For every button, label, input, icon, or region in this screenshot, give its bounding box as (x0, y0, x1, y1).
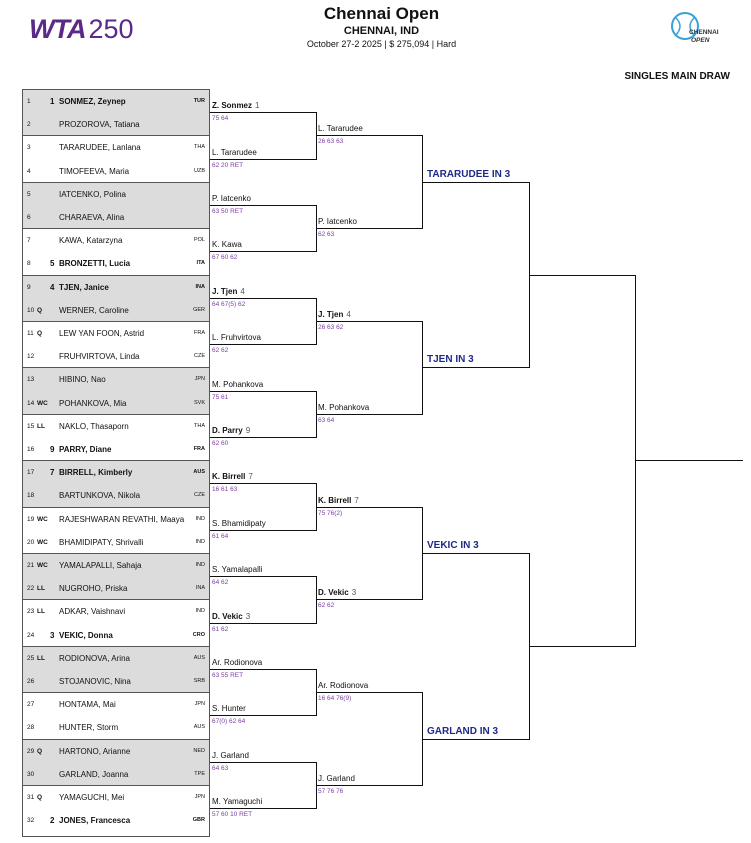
player-country: NED (193, 747, 205, 754)
seed-number: 9 (50, 445, 55, 454)
bracket-line (316, 414, 422, 415)
position-number: 17 (27, 469, 35, 477)
round3-player-name: P. Iatcenko (318, 217, 357, 227)
player-name: RODIONOVA, Arina (59, 653, 130, 663)
bracket-line (210, 715, 316, 716)
round3-player-name: J. Garland (318, 774, 355, 783)
position-number: 11 (27, 330, 34, 337)
round3-player-name: Ar. Rodionova (318, 681, 369, 691)
round3-score: 16 64 76(9) (318, 695, 352, 703)
player-name: NUGROHO, Priska (59, 584, 128, 594)
round2-score: 75 64 (212, 115, 229, 123)
position-number: 10 (27, 306, 35, 314)
player-country: THA (194, 144, 205, 151)
player-country: ITA (196, 260, 205, 267)
player-name: VEKIC, Donna (59, 630, 113, 640)
player-country: AUS (193, 469, 205, 476)
bracket-line (210, 530, 316, 531)
entry-type: LL (37, 608, 45, 616)
bracket-line (422, 553, 529, 554)
player-name: FRUHVIRTOVA, Linda (59, 352, 140, 362)
bracket-line (316, 692, 422, 693)
seed-number: 2 (50, 816, 55, 826)
round2-score: 57 60 10 RET (212, 811, 253, 819)
player-name: PARRY, Diane (59, 445, 112, 454)
player-country: GER (193, 306, 205, 313)
player-country: SVK (193, 399, 205, 406)
player-name: BHAMIDIPATY, Shrivalli (59, 537, 144, 547)
player-country: INA (195, 585, 205, 592)
player-country: GBR (192, 817, 205, 824)
player-country: IND (195, 608, 205, 615)
quarterfinal-result: TARARUDEE IN 3 (427, 168, 511, 180)
round2-score: 67(0) 62 64 (212, 718, 246, 726)
wta-tier: 250 (88, 14, 134, 44)
bracket-line (210, 391, 316, 392)
player-name: ADKAR, Vaishnavi (59, 607, 126, 617)
round2-score: 61 64 (212, 532, 229, 540)
player-name: HUNTER, Storm (59, 723, 119, 733)
round2-player-name: L. Tararudee (212, 147, 257, 157)
round3-player-name: L. Tararudee (318, 124, 363, 134)
bracket-line (210, 669, 316, 670)
round2-player-seed: 7 (248, 472, 253, 482)
position-number: 15 (27, 422, 35, 430)
player-country: TUR (193, 98, 205, 104)
player-name: HIBINO, Nao (59, 375, 106, 385)
player-name: HONTAMA, Mai (59, 700, 116, 710)
round3-score: 62 62 (318, 602, 335, 610)
tournament-info: October 27-2 2025 | $ 275,094 | Hard (306, 39, 457, 49)
position-number: 24 (27, 631, 35, 639)
position-number: 7 (27, 237, 31, 245)
position-number: 30 (27, 770, 35, 778)
player-name: YAMALAPALLI, Sahaja (59, 561, 142, 570)
position-number: 3 (27, 144, 31, 152)
round3-score: 26 63 62 (318, 324, 344, 331)
seed-number: 3 (50, 630, 55, 640)
bracket-line (210, 623, 316, 624)
player-country: IND (195, 515, 205, 522)
logo-text-line1: CHENNAI (689, 29, 719, 36)
position-number: 23 (27, 608, 35, 616)
round2-player-seed: 4 (240, 286, 245, 296)
round2-score: 62 60 (212, 440, 229, 447)
position-number: 2 (27, 121, 31, 129)
round2-score: 64 63 (212, 764, 229, 772)
round2-player-name: M. Yamaguchi (212, 797, 263, 807)
round2-player-name: J. Tjen 4 (212, 286, 245, 296)
round2-player-name: L. Fruhvirtova (212, 333, 261, 343)
round2-score: 75 61 (212, 393, 229, 401)
player-country: FRA (194, 330, 205, 336)
player-name: BARTUNKOVA, Nikola (59, 491, 141, 501)
bracket-line (210, 112, 316, 113)
round3-score: 75 76(2) (318, 509, 343, 517)
position-number: 12 (27, 353, 35, 361)
position-number: 5 (27, 190, 31, 198)
position-number: 20 (27, 538, 35, 546)
round3-player-name: D. Vekic 3 (318, 588, 357, 598)
round2-player-seed: 9 (245, 426, 251, 435)
entry-type: Q (37, 306, 43, 314)
quarterfinal-result: VEKIC IN 3 (427, 540, 479, 551)
seed-number: 5 (50, 259, 55, 269)
bracket-line (210, 205, 316, 206)
round2-player-name: D. Parry 9 (212, 426, 251, 435)
round3-score: 26 63 63 (318, 138, 344, 146)
player-country: CZE (194, 492, 205, 499)
position-number: 22 (27, 585, 35, 593)
bracket-line (210, 344, 316, 345)
round2-score: 64 62 (212, 579, 229, 587)
player-name: RAJESHWARAN REVATHI, Maaya (59, 514, 185, 524)
position-number: 4 (27, 167, 31, 175)
round2-score: 64 67(5) 62 (212, 300, 246, 308)
entry-type: LL (37, 585, 45, 593)
bracket-line (210, 251, 316, 252)
bracket-line (422, 182, 529, 183)
player-country: INA (195, 283, 205, 290)
draw-label: SINGLES MAIN DRAW (624, 71, 730, 82)
round2-player-name: D. Vekic 3 (212, 611, 251, 621)
entry-type: Q (37, 747, 43, 755)
position-number: 25 (27, 654, 35, 662)
round3-score: 62 63 (318, 231, 335, 239)
round3-player-name: K. Birrell 7 (318, 495, 359, 505)
player-name: TIMOFEEVA, Maria (59, 166, 130, 176)
position-number: 32 (27, 817, 35, 825)
round2-score: 16 61 63 (212, 486, 238, 494)
player-name: JONES, Francesca (59, 816, 131, 826)
bracket-line (210, 437, 316, 438)
bracket-line (316, 228, 422, 229)
player-name: HARTONO, Arianne (59, 746, 131, 756)
bracket-line (635, 460, 743, 461)
player-name: IATCENKO, Polina (59, 189, 126, 199)
player-name: POHANKOVA, Mia (59, 398, 127, 408)
wta-brand: WTA (29, 14, 86, 44)
round3-player-seed: 7 (354, 495, 359, 505)
position-number: 21 (27, 562, 35, 569)
round2-player-name: P. Iatcenko (212, 194, 251, 203)
bracket-line (316, 507, 422, 508)
player-country: AUS (193, 654, 205, 661)
player-country: IND (195, 538, 205, 545)
round2-score: 67 60 62 (212, 254, 238, 262)
round2-player-name: K. Kawa (212, 240, 242, 250)
player-country: TPE (194, 770, 205, 777)
player-name: TJEN, Janice (59, 282, 109, 292)
player-name: YAMAGUCHI, Mei (59, 793, 125, 802)
round2-player-name: K. Birrell 7 (212, 472, 253, 482)
player-name: NAKLO, Thasaporn (59, 421, 129, 431)
player-country: UZB (194, 167, 205, 174)
round3-score: 63 64 (318, 416, 335, 424)
position-number: 13 (27, 376, 35, 384)
round2-score: 63 55 RET (212, 672, 244, 679)
round2-player-seed: 1 (255, 101, 260, 111)
round2-player-name: M. Pohankova (212, 379, 264, 389)
entry-type: LL (37, 422, 45, 430)
position-number: 9 (27, 283, 31, 291)
bracket-line (210, 762, 316, 763)
quarterfinal-result: TJEN IN 3 (427, 354, 474, 366)
position-number: 16 (27, 446, 35, 453)
round2-score: 62 20 RET (212, 161, 244, 169)
tournament-location: CHENNAI, IND (343, 25, 420, 37)
bracket-line (210, 576, 316, 577)
player-country: FRA (193, 446, 205, 452)
position-number: 31 (27, 794, 35, 801)
round3-player-seed: 4 (346, 310, 351, 319)
player-name: LEW YAN FOON, Astrid (59, 329, 145, 338)
bracket-line (210, 808, 316, 809)
round2-player-name: S. Hunter (212, 704, 246, 714)
bracket-line (210, 159, 316, 160)
logo-text-line2: OPEN (691, 37, 710, 44)
round2-player-name: S. Bhamidipaty (212, 518, 266, 528)
player-country: THA (194, 422, 205, 429)
round2-player-name: Z. Sonmez 1 (212, 101, 260, 111)
round2-player-seed: 3 (245, 611, 251, 621)
player-name: BRONZETTI, Lucia (59, 259, 131, 269)
position-number: 8 (27, 260, 31, 268)
bracket-line (529, 275, 635, 276)
seed-number: 1 (50, 97, 55, 106)
position-number: 28 (27, 724, 35, 732)
player-country: POL (193, 237, 205, 244)
entry-type: Q (37, 330, 43, 337)
player-country: IND (195, 562, 205, 568)
bracket-line (422, 739, 529, 740)
bracket-line (316, 599, 422, 600)
player-country: AUS (193, 724, 205, 731)
position-number: 27 (27, 701, 35, 709)
seed-number: 7 (50, 468, 55, 478)
entry-type: WC (37, 562, 48, 569)
round2-score: 61 62 (212, 625, 229, 633)
player-name: SONMEZ, Zeynep (59, 97, 126, 106)
player-name: STOJANOVIC, Nina (59, 677, 131, 686)
entry-type: Q (37, 794, 43, 801)
round2-player-name: J. Garland (212, 750, 249, 760)
player-name: CHARAEVA, Alina (59, 213, 125, 222)
player-name: BIRRELL, Kimberly (59, 468, 133, 478)
player-name: KAWA, Katarzyna (59, 236, 123, 246)
player-country: JPN (194, 701, 205, 708)
seed-number: 4 (50, 282, 55, 292)
player-name: WERNER, Caroline (59, 305, 129, 315)
quarterfinal-result: GARLAND IN 3 (427, 725, 499, 737)
round3-player-name: J. Tjen 4 (318, 310, 351, 319)
bracket-line (316, 321, 422, 322)
entry-type: WC (37, 515, 48, 523)
player-country: JPN (194, 794, 205, 800)
bracket-line (210, 298, 316, 299)
entry-type: WC (37, 538, 48, 546)
player-name: TARARUDEE, Lanlana (59, 143, 141, 153)
position-number: 18 (27, 492, 35, 500)
player-country: CRO (192, 631, 205, 638)
round3-score: 57 76 76 (318, 788, 344, 795)
position-number: 26 (27, 678, 35, 685)
bracket-line (422, 367, 529, 368)
tournament-title: Chennai Open (323, 4, 440, 23)
round3-player-name: M. Pohankova (318, 402, 370, 412)
bracket-line (529, 646, 635, 647)
entry-type: LL (37, 654, 45, 662)
round2-player-name: S. Yamalapalli (212, 565, 263, 575)
round2-score: 63 50 RET (212, 208, 244, 215)
position-number: 14 (27, 399, 35, 407)
round2-score: 62 62 (212, 347, 229, 355)
position-number: 19 (27, 515, 35, 523)
position-number: 1 (27, 98, 31, 105)
bracket-line (210, 483, 316, 484)
player-country: CZE (194, 353, 205, 360)
position-number: 6 (27, 214, 31, 221)
round3-player-seed: 3 (351, 588, 357, 598)
round2-player-name: Ar. Rodionova (212, 658, 263, 667)
position-number: 29 (27, 747, 35, 755)
entry-type: WC (37, 399, 48, 407)
player-name: PROZOROVA, Tatiana (59, 120, 140, 130)
player-name: GARLAND, Joanna (59, 769, 129, 779)
player-country: SRB (193, 678, 205, 684)
bracket-line (316, 785, 422, 786)
bracket-line (316, 135, 422, 136)
player-country: JPN (194, 376, 205, 383)
